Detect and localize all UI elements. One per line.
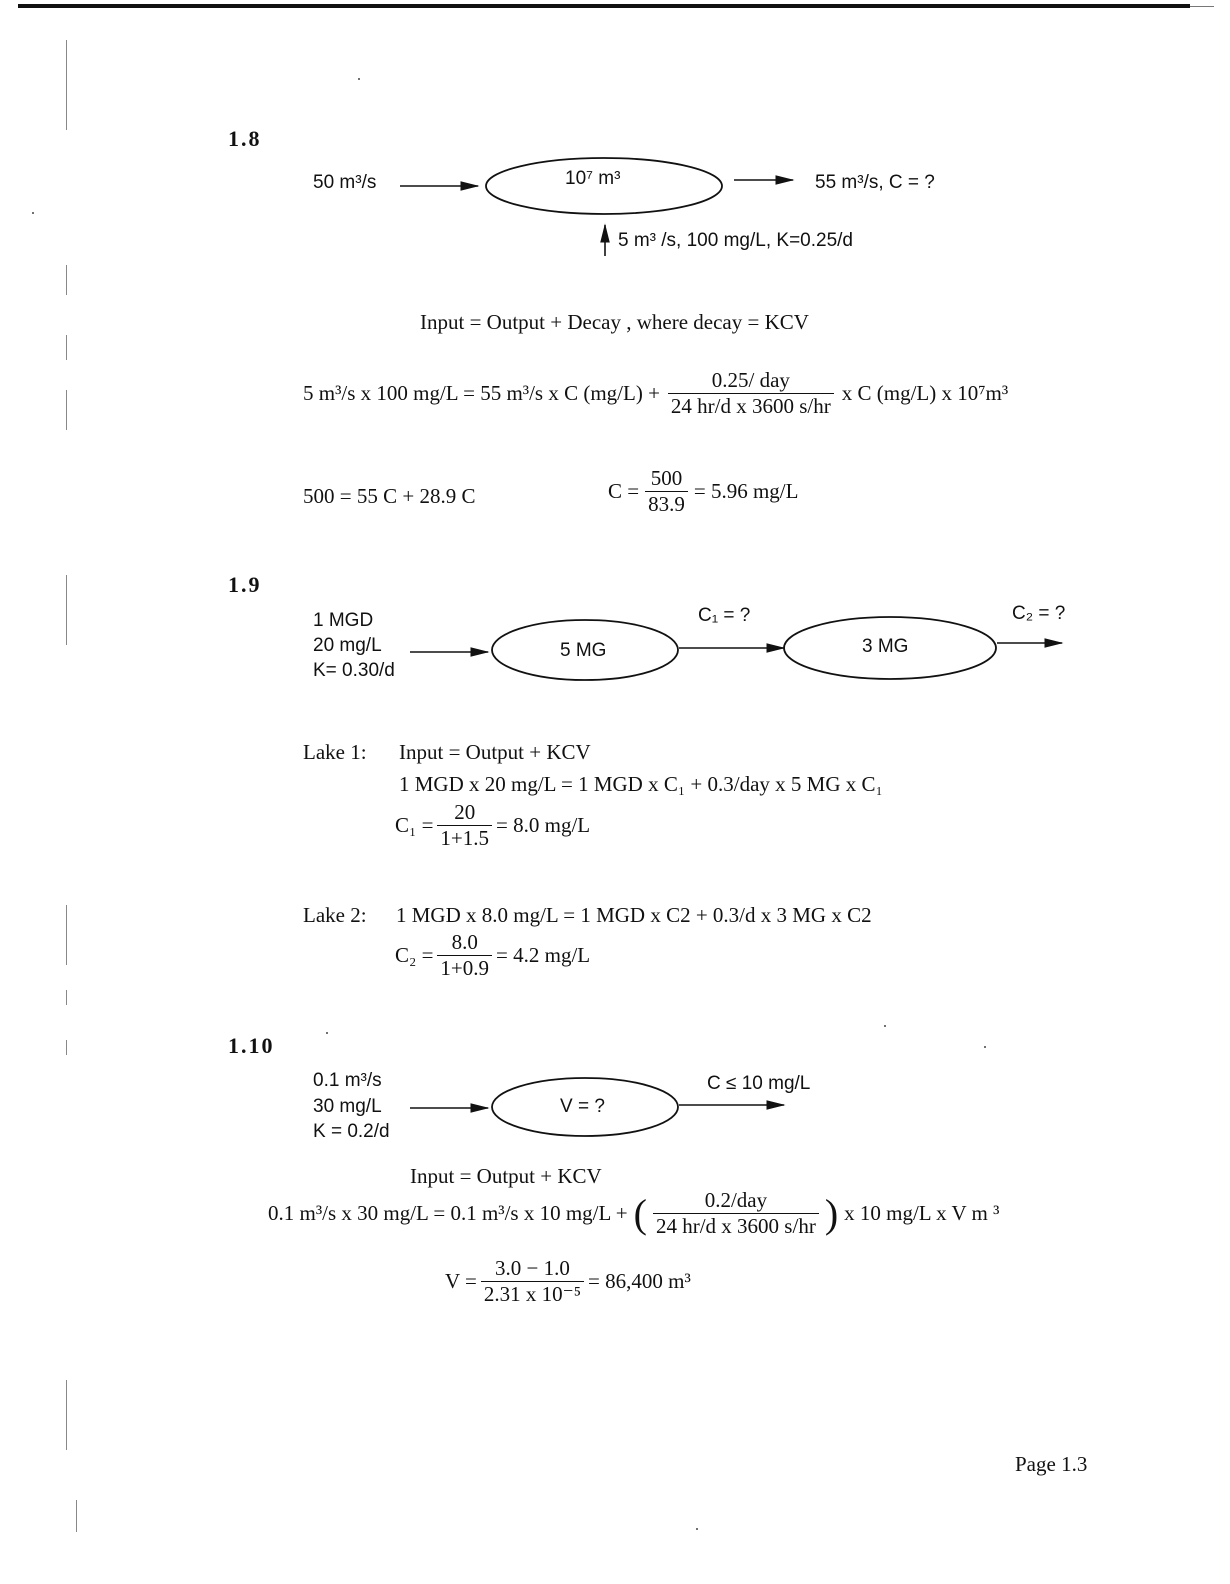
lake1-label: Lake 1: xyxy=(303,740,367,764)
problem-number: 1.10 xyxy=(228,1033,275,1058)
close-paren: ) xyxy=(824,1190,839,1236)
volume-label: V = ? xyxy=(560,1096,605,1117)
fraction-numerator: 20 xyxy=(454,800,476,824)
result: = 5.96 mg/L xyxy=(693,479,799,504)
lake2-solution xyxy=(395,930,590,981)
fraction-denominator: 1+0.9 xyxy=(437,955,492,981)
problem-number: 1.9 xyxy=(228,572,262,597)
c1-label: C₁ = xyxy=(395,813,434,838)
equation-rhs: x C (mg/L) x 10⁷m³ xyxy=(841,381,1009,406)
lake1-equation: 1 MGD x 20 mg/L = 1 MGD x C₁ + 0.3/day x 5 MG x C₁ xyxy=(399,772,883,796)
side-input-label: 5 m³ /s, 100 mg/L, K=0.25/d xyxy=(618,230,853,251)
result: = 4.2 mg/L xyxy=(496,943,591,968)
volume-label: 10⁷ m³ xyxy=(565,168,621,189)
fraction-denominator: 1+1.5 xyxy=(437,825,492,851)
inflow-rate-label: 0.1 m³/s xyxy=(313,1070,382,1091)
lake2-equation: 1 MGD x 8.0 mg/L = 1 MGD x C2 + 0.3/d x 3 MG x C2 xyxy=(396,903,872,927)
fraction-numerator: 0.2/day xyxy=(704,1188,768,1212)
fraction-numerator: 0.25/ day xyxy=(711,368,790,392)
mass-balance-statement: Input = Output + Decay , where decay = KCV xyxy=(420,310,809,334)
mass-balance-equation xyxy=(268,1188,999,1239)
equation-lhs: 5 m³/s x 100 mg/L = 55 m³/s x C (mg/L) + xyxy=(303,381,660,406)
page-number: Page 1.3 xyxy=(1015,1452,1088,1476)
result: = 86,400 m³ xyxy=(588,1269,691,1294)
fraction-numerator: 3.0 − 1.0 xyxy=(495,1256,570,1280)
c2-label: C₂ = ? xyxy=(1012,603,1066,624)
inflow-conc-label: 30 mg/L xyxy=(313,1096,382,1117)
mass-balance-equation xyxy=(303,368,1008,419)
lake2-volume-label: 3 MG xyxy=(862,636,909,657)
mass-balance-statement: Input = Output + KCV xyxy=(410,1164,602,1188)
inflow-rate-label: 1 MGD xyxy=(313,610,374,631)
equation-rhs: x 10 mg/L x V m ³ xyxy=(844,1201,1000,1226)
outflow-label: 55 m³/s, C = ? xyxy=(815,172,935,193)
lake2-label: Lake 2: xyxy=(303,903,367,927)
lake1-balance: Input = Output + KCV xyxy=(399,740,591,764)
volume-solution xyxy=(445,1256,691,1307)
solution-fraction xyxy=(645,466,688,517)
lake1-volume-label: 5 MG xyxy=(560,640,607,661)
lake1-solution xyxy=(395,800,590,851)
problem-number: 1.8 xyxy=(228,126,262,151)
fraction-numerator: 8.0 xyxy=(451,930,478,954)
simplified-equation: 500 = 55 C + 28.9 C xyxy=(303,484,476,508)
decay-k-label: K= 0.30/d xyxy=(313,660,395,681)
c2-label: C₂ = xyxy=(395,943,434,968)
v-label: V = xyxy=(445,1269,477,1294)
equation-lhs: 0.1 m³/s x 30 mg/L = 0.1 m³/s x 10 mg/L + xyxy=(268,1201,628,1226)
solution-fraction xyxy=(481,1256,584,1307)
solution-fraction xyxy=(437,800,492,851)
open-paren: ( xyxy=(633,1190,647,1236)
inflow-label: 50 m³/s xyxy=(313,172,377,193)
fraction-denominator: 2.31 x 10⁻⁵ xyxy=(481,1281,584,1307)
decay-k-label: K = 0.2/d xyxy=(313,1121,390,1142)
fraction-denominator: 24 hr/d x 3600 s/hr xyxy=(653,1213,819,1239)
c-label: C = xyxy=(608,479,640,504)
fraction-denominator: 24 hr/d x 3600 s/hr xyxy=(668,393,834,419)
outflow-constraint-label: C ≤ 10 mg/L xyxy=(707,1073,811,1094)
fraction-numerator: 500 xyxy=(650,466,683,490)
c1-label: C₁ = ? xyxy=(698,605,751,626)
fraction-denominator: 83.9 xyxy=(645,491,688,517)
decay-rate-fraction xyxy=(668,368,834,419)
solution-fraction xyxy=(437,930,492,981)
concentration-solution xyxy=(608,466,798,517)
decay-rate-fraction xyxy=(653,1188,819,1239)
result: = 8.0 mg/L xyxy=(496,813,591,838)
inflow-conc-label: 20 mg/L xyxy=(313,635,382,656)
